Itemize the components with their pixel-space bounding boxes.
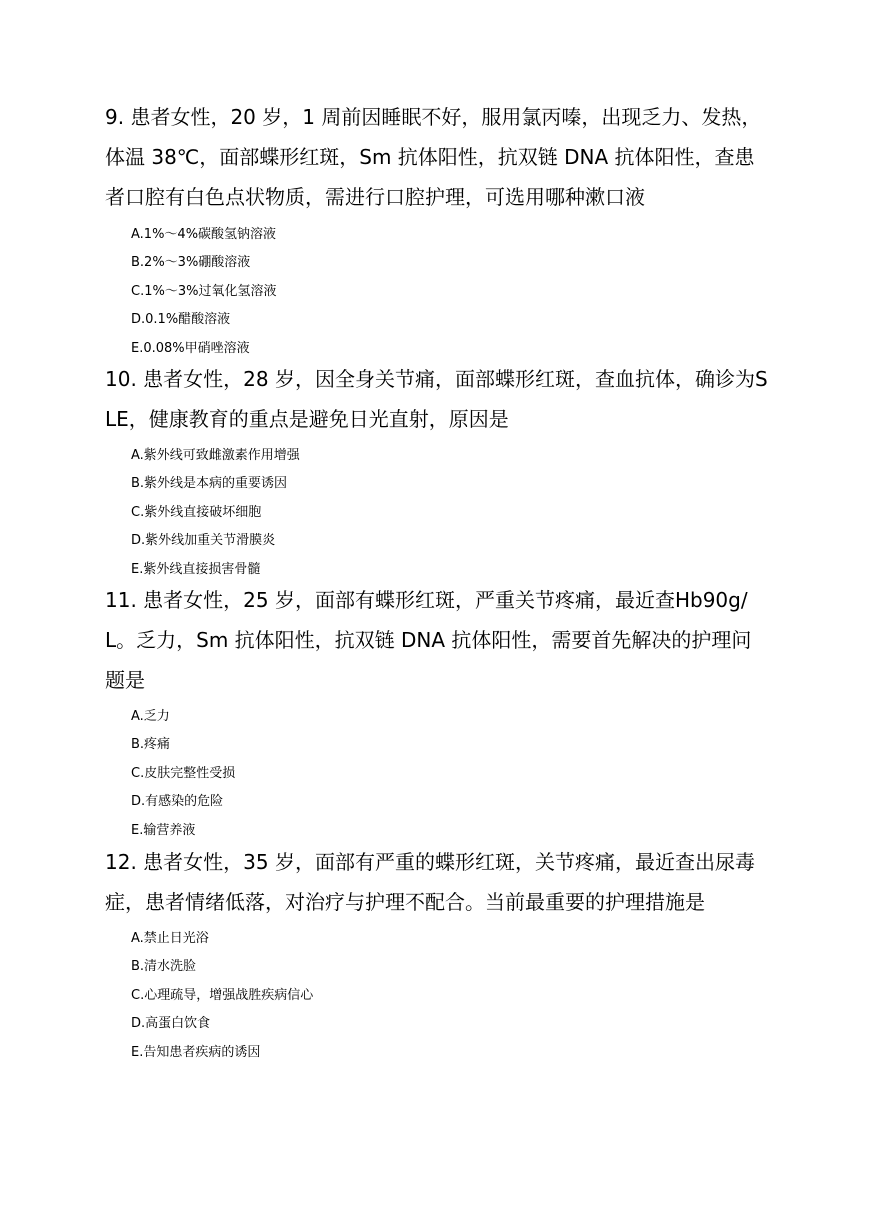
option-e: E.紫外线直接损害骨髓	[131, 561, 261, 577]
option-b: B.清水洗脸	[131, 959, 197, 975]
option-e: E.0.08%甲硝唑溶液	[131, 340, 250, 356]
option-c: C.1%～3%过氧化氢溶液	[131, 283, 277, 299]
option-e: E.输营养液	[131, 822, 196, 838]
option-d: D.有感染的危险	[131, 794, 224, 810]
option-list	[105, 221, 770, 363]
option-d: D.0.1%醋酸溶液	[131, 312, 231, 328]
option-d: D.高蛋白饮食	[131, 1016, 211, 1032]
question-stem: 9. 患者女性，20 岁，1 周前因睡眠不好，服用氯丙嗪，出现乏力、发热，体温 38℃，面部蝶形红斑，Sm 抗体阳性，抗双链 DNA 抗体阳性，查患者口腔有白色点状物质，需进行口腔护理，可选用哪种漱口液	[105, 105, 762, 209]
question-10	[105, 359, 770, 584]
option-e: E.告知患者疾病的诱因	[131, 1044, 261, 1060]
option-a: A.紫外线可致雌激素作用增强	[131, 448, 300, 463]
question-stem: 10. 患者女性，28 岁，因全身关节痛，面部蝶形红斑，查血抗体，确诊为SLE，健康教育的重点是避免日光直射，原因是	[105, 367, 768, 431]
option-b: B.紫外线是本病的重要诱因	[131, 476, 288, 492]
option-c: C.紫外线直接破坏细胞	[131, 504, 262, 520]
option-a: A.禁止日光浴	[131, 931, 209, 946]
option-a: A.1%～4%碳酸氢钠溶液	[131, 227, 277, 242]
option-c: C.心理疏导，增强战胜疾病信心	[131, 987, 314, 1003]
option-b: B.疼痛	[131, 737, 171, 753]
question-11	[105, 580, 770, 845]
question-stem: 11. 患者女性，25 岁，面部有蝶形红斑，严重关节疼痛，最近查Hb90g/L。乏力，Sm 抗体阳性，抗双链 DNA 抗体阳性，需要首先解决的护理问题是	[105, 588, 752, 692]
option-d: D.紫外线加重关节滑膜炎	[131, 533, 276, 549]
option-list	[105, 925, 770, 1067]
option-c: C.皮肤完整性受损	[131, 765, 236, 781]
option-a: A.乏力	[131, 709, 170, 724]
option-b: B.2%～3%硼酸溶液	[131, 255, 251, 271]
question-stem: 12. 患者女性，35 岁，面部有严重的蝶形红斑，关节疼痛，最近查出尿毒症，患者情绪低落，对治疗与护理不配合。当前最重要的护理措施是	[105, 850, 755, 914]
question-12	[105, 842, 770, 1067]
question-9	[105, 97, 770, 363]
option-list	[105, 703, 770, 845]
option-list	[105, 442, 770, 584]
